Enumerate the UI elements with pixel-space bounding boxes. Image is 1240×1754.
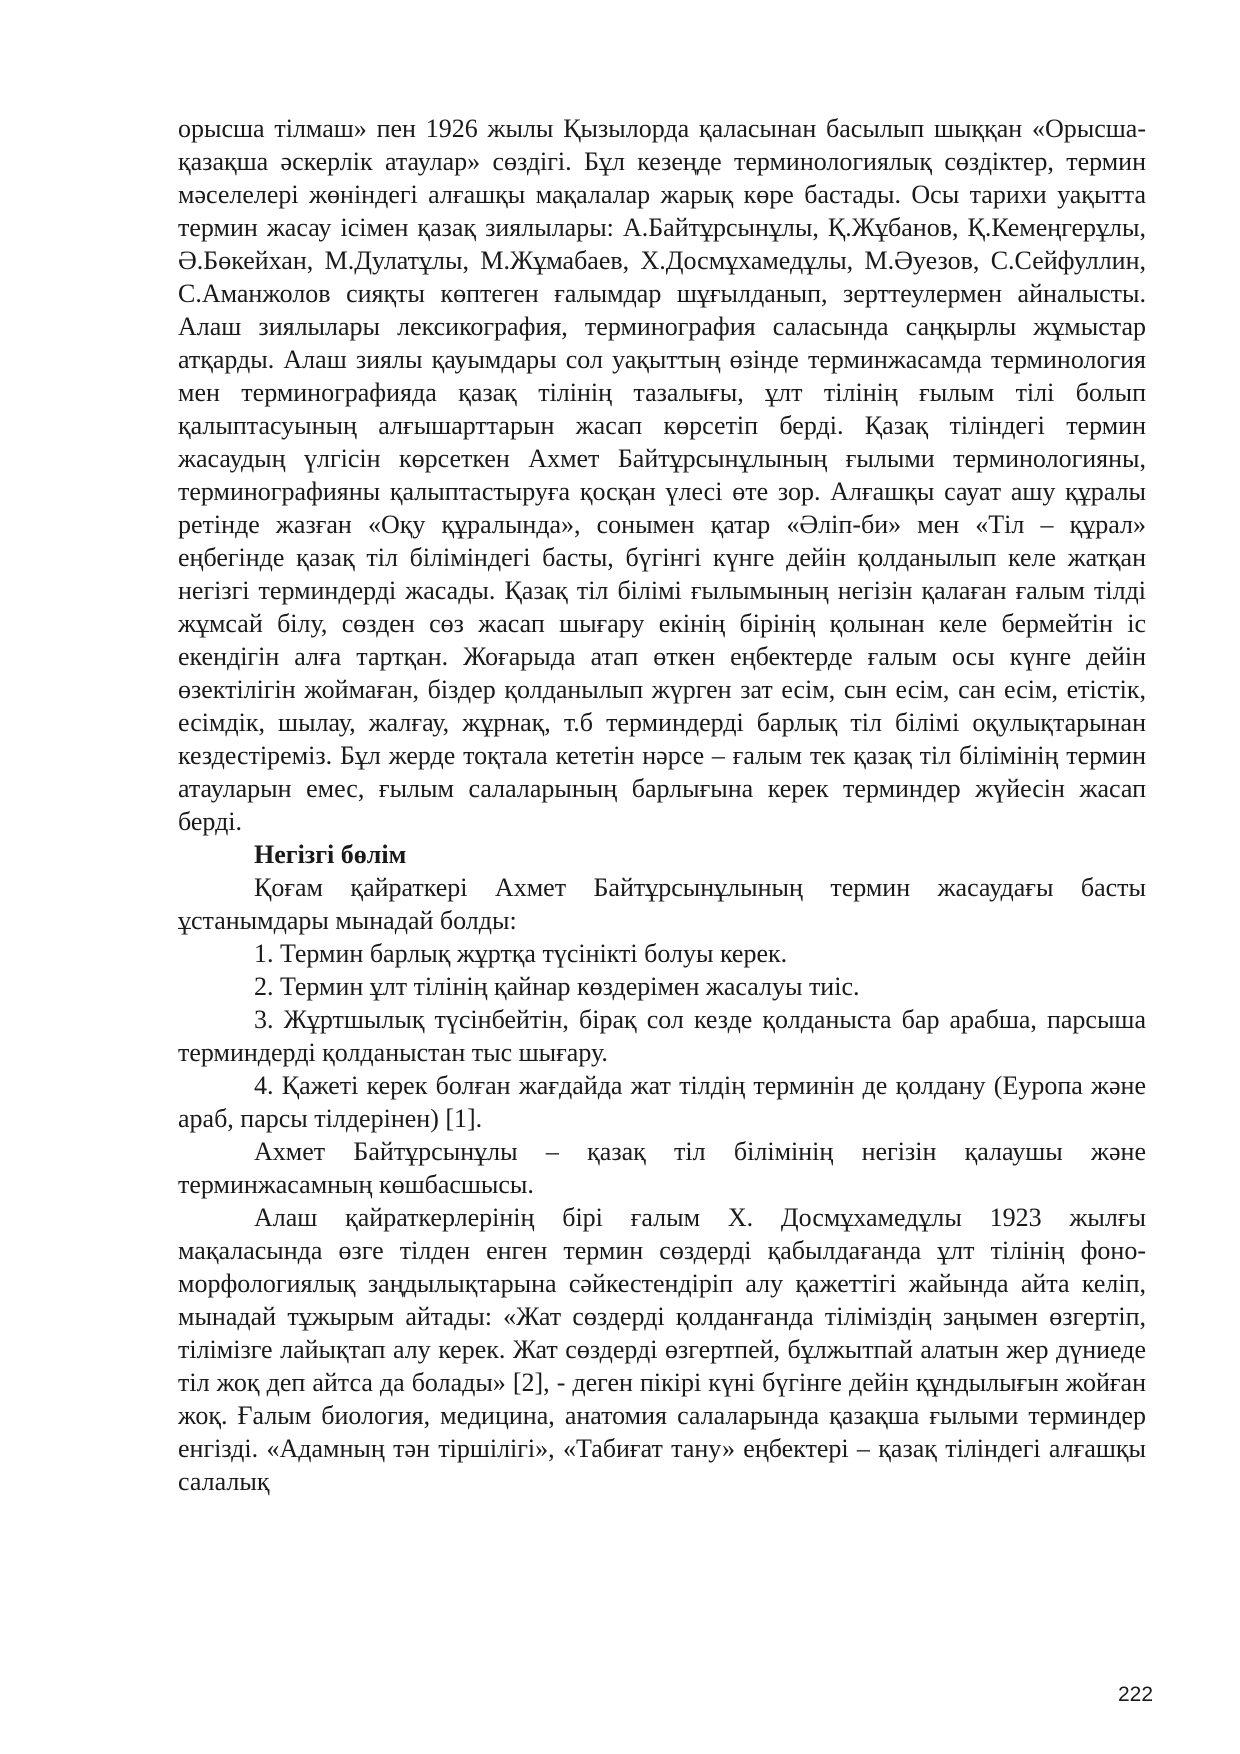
intro-paragraph: Қоғам қайраткері Ахмет Байтұрсынұлының термин жасаудағы басты ұстанымдары мынадай болды: (178, 873, 1146, 935)
document-page (178, 112, 1146, 1498)
section-heading: Негізгі бөлім (254, 840, 407, 869)
principle-item: 2. Термин ұлт тілінің қайнар көздерімен жасалуы тиіс. (254, 972, 860, 1001)
principle-item: 3. Жұртшылық түсінбейтін, бірақ сол кезде қолданыста бар арабша, парсыша терминдерді қолданыстан тыс шығару. (178, 1005, 1146, 1067)
body-paragraph: орысша тілмаш» пен 1926 жылы Қызылорда қаласынан басылып шыққан «Орысша-қазақша әскерлік атаулар» сөздігі. Бұл кезеңде терминологиялық сөздіктер, термин мәселелері жөніндегі алғашқы мақалалар жарық көре бастады. Осы тарихи уақытта термин жасау ісімен қазақ зиялылары: А.Байтұрсынұлы, Қ.Жұбанов, Қ.Кемеңгерұлы, Ә.Бөкейхан, М.Дулатұлы, М.Жұмабаев, Х.Досмұхамедұлы, М.Әуезов, С.Сейфуллин, С.Аманжолов сияқты көптеген ғалымдар шұғылданып, зерттеулермен айналысты. Алаш зиялылары лексикография, терминография саласында саңқырлы жұмыстар атқарды. Алаш зиялы қауымдары сол уақыттың өзінде терминжасамда терминология мен терминографияда қазақ тілінің тазалығы, ұлт тілінің ғылым тілі болып қалыптасуының алғышарттарын жасап көрсетіп берді. Қазақ тіліндегі термин жасаудың үлгісін көрсеткен Ахмет Байтұрсынұлының ғылыми терминологияны, терминографияны қалыптастыруға қосқан үлесі өте зор. Алғашқы сауат ашу құралы ретінде жазған «Оқу құралында», сонымен қатар «Әліп-би» мен «Тіл – құрал» еңбегінде қазақ тіл біліміндегі басты, бүгінгі күнге дейін қолданылып келе жатқан негізгі терминдерді жасады. Қазақ тіл білімі ғылымының негізін қалаған ғалым тілді жұмсай білу, сөзден сөз жасап шығару екінің бірінің қолынан келе бермейтін іс екендігін алға тартқан. Жоғарыда атап өткен еңбектерде ғалым осы күнге дейін өзектілігін жоймаған, біздер қолданылып жүрген зат есім, сын есім, сан есім, етістік, есімдік, шылау, жалғау, жұрнақ, т.б терминдерді барлық тіл білімі оқулықтарынан кездестіреміз. Бұл жерде тоқтала кететін нәрсе – ғалым тек қазақ тіл білімінің термин атауларын емес, ғылым салаларының барлығына керек терминдер жүйесін жасап берді. (178, 114, 1146, 836)
principle-item: 4. Қажеті керек болған жағдайда жат тілдің терминін де қолдану (Еуропа және араб, парсы тілдерінен) [1]. (178, 1071, 1146, 1133)
principle-item: 1. Термин барлық жұртқа түсінікті болуы керек. (254, 939, 788, 968)
page-number: 222 (1118, 1683, 1154, 1706)
statement-paragraph: Ахмет Байтұрсынұлы – қазақ тіл білімінің негізін қалаушы және терминжасамның көшбасшысы. (178, 1137, 1146, 1199)
closing-paragraph: Алаш қайраткерлерінің бірі ғалым Х. Досмұхамедұлы 1923 жылғы мақаласында өзге тілден енген термин сөздерді қабылдағанда ұлт тілінің фоно-морфологиялық заңдылықтарына сәйкестендіріп алу қажеттігі жайында айта келіп, мынадай тұжырым айтады: «Жат сөздерді қолданғанда тіліміздің заңымен өзгертіп, тілімізге лайықтап алу керек. Жат сөздерді өзгертпей, бұлжытпай алатын жер дүниеде тіл жоқ деп айтса да болады» [2], - деген пікірі күні бүгінге дейін құндылығын жойған жоқ. Ғалым биология, медицина, анатомия салаларында қазақша ғылыми терминдер енгізді. «Адамның тән тіршілігі», «Табиғат тану» еңбектері – қазақ тіліндегі алғашқы салалық (178, 1203, 1146, 1496)
